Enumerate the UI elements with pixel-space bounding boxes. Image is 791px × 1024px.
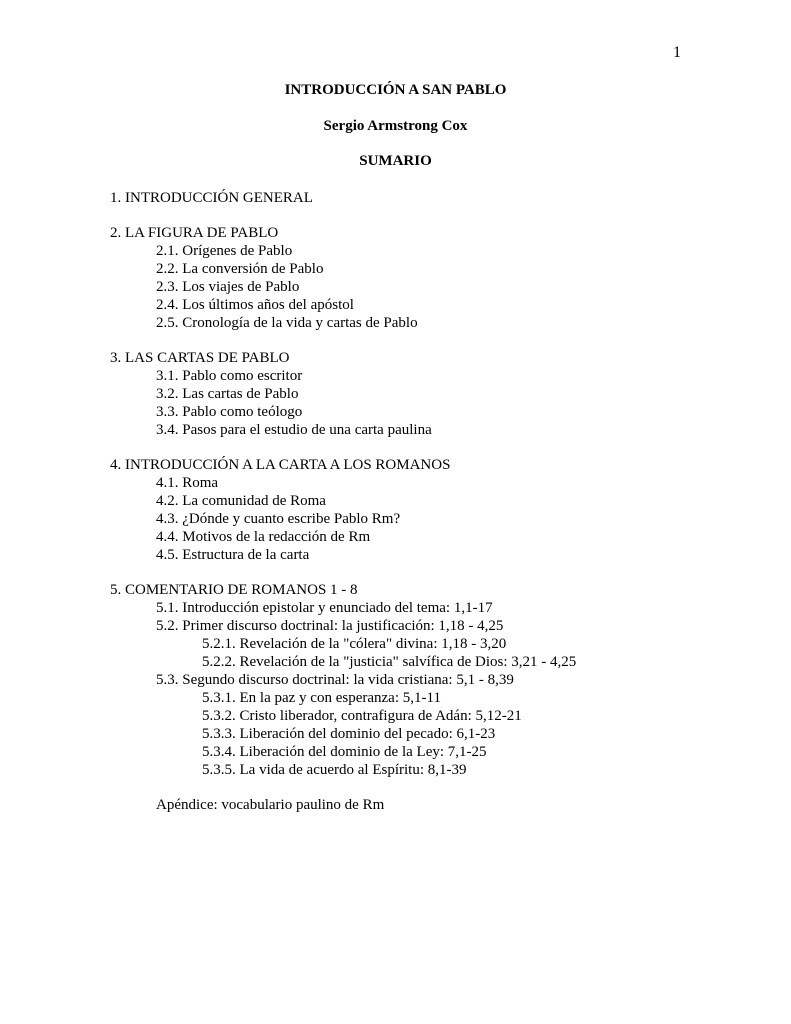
document-title: INTRODUCCIÓN A SAN PABLO [284, 82, 507, 98]
toc-section-3 [110, 349, 576, 439]
toc-section-4 [110, 456, 576, 564]
toc-item: 4.4. Motivos de la redacción de Rm [156, 529, 371, 545]
toc-appendix [110, 796, 576, 814]
toc-subitem: 5.2.1. Revelación de la "cólera" divina: 1,18 - 3,20 [202, 636, 507, 652]
toc-item: 3.1. Pablo como escritor [156, 368, 303, 384]
toc-item: 2.2. La conversión de Pablo [156, 261, 324, 277]
section-title: 4. INTRODUCCIÓN A LA CARTA A LOS ROMANOS [110, 457, 451, 473]
toc-item: 4.1. Roma [156, 475, 219, 491]
toc-item: 5.2. Primer discurso doctrinal: la justificación: 1,18 - 4,25 [156, 618, 504, 634]
toc-item: 3.4. Pasos para el estudio de una carta paulina [156, 422, 432, 438]
toc-section-1 [110, 189, 576, 207]
section-title: 2. LA FIGURA DE PABLO [110, 225, 279, 241]
toc-item: 5.3. Segundo discurso doctrinal: la vida cristiana: 5,1 - 8,39 [156, 672, 514, 688]
toc-item: 3.2. Las cartas de Pablo [156, 386, 299, 402]
author-name: Sergio Armstrong Cox [323, 118, 468, 134]
toc-item: 4.3. ¿Dónde y cuanto escribe Pablo Rm? [156, 511, 401, 527]
toc-subitem: 5.3.1. En la paz y con esperanza: 5,1-11 [202, 690, 441, 706]
toc-section-5 [110, 581, 576, 779]
toc-subitem: 5.3.4. Liberación del dominio de la Ley: 7,1-25 [202, 744, 487, 760]
table-of-contents [110, 189, 576, 831]
section-title: 5. COMENTARIO DE ROMANOS 1 - 8 [110, 582, 358, 598]
toc-subitem: 5.3.5. La vida de acuerdo al Espíritu: 8,1-39 [202, 762, 467, 778]
toc-item: 2.4. Los últimos años del apóstol [156, 297, 354, 313]
toc-subitem: 5.3.3. Liberación del dominio del pecado: 6,1-23 [202, 726, 496, 742]
toc-item: 2.5. Cronología de la vida y cartas de Pablo [156, 315, 418, 331]
toc-item: 5.1. Introducción epistolar y enunciado del tema: 1,1-17 [156, 600, 493, 616]
toc-section-2 [110, 224, 576, 332]
section-title: 1. INTRODUCCIÓN GENERAL [110, 190, 313, 206]
toc-item: 2.3. Los viajes de Pablo [156, 279, 300, 295]
appendix-item: Apéndice: vocabulario paulino de Rm [156, 797, 385, 813]
toc-subitem: 5.3.2. Cristo liberador, contrafigura de Adán: 5,12-21 [202, 708, 522, 724]
toc-item: 3.3. Pablo como teólogo [156, 404, 303, 420]
toc-item: 4.2. La comunidad de Roma [156, 493, 326, 509]
section-title: 3. LAS CARTAS DE PABLO [110, 350, 290, 366]
toc-item: 2.1. Orígenes de Pablo [156, 243, 293, 259]
toc-item: 4.5. Estructura de la carta [156, 547, 310, 563]
summary-heading: SUMARIO [359, 153, 432, 169]
page-number: 1 [673, 44, 681, 61]
toc-subitem: 5.2.2. Revelación de la "justicia" salvífica de Dios: 3,21 - 4,25 [202, 654, 577, 670]
